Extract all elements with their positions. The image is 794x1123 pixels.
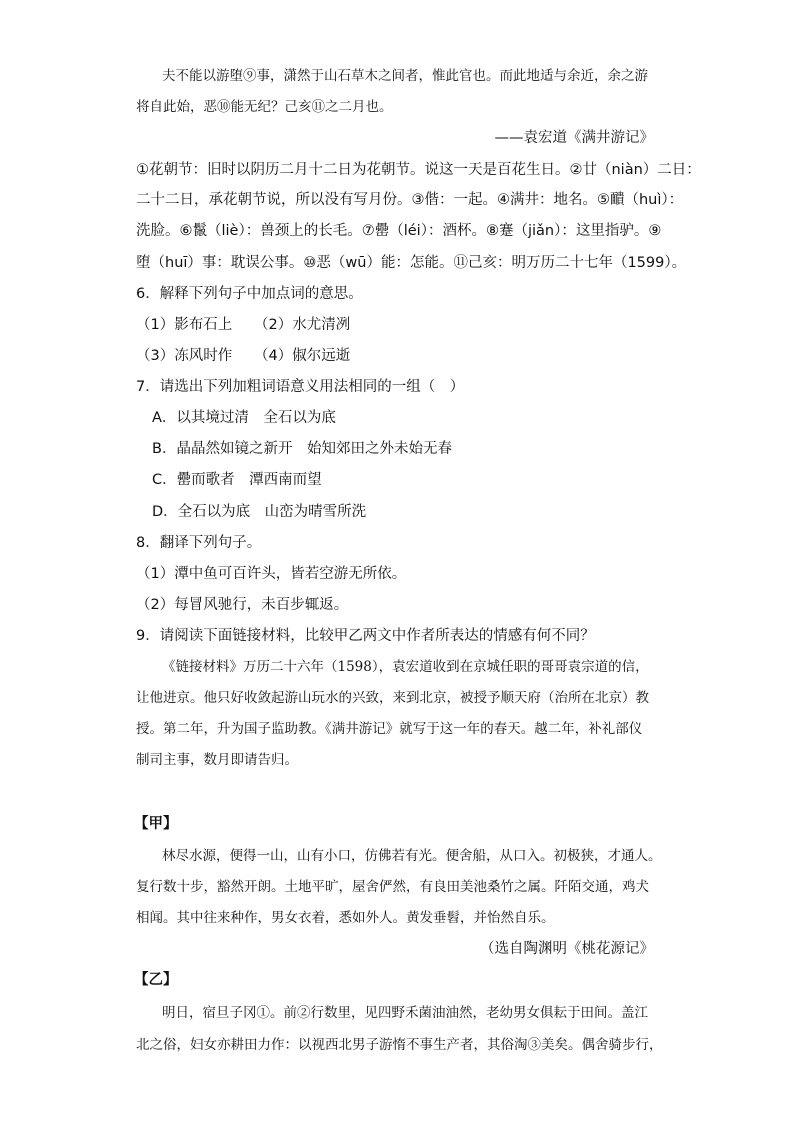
yi-line-1: 明日，宿旦子冈①。前②行数里，见四野禾菌油油然，老幼男女俱耘于田间。盖江 [162, 1005, 648, 1021]
jia-line-1: 林尽水源，便得一山，山有小口，仿佛若有光。便舍船，从口入。初极狭，才通人。 [162, 848, 662, 864]
question-7-option-a: A．以其境过清 全石以为底 [152, 410, 336, 426]
jia-source: （选自陶渊明《桃花源记》 [480, 941, 654, 957]
question-6-row-1: （1）影布石上 （2）水尤清冽 [136, 317, 351, 333]
question-8-sentence-2: （2）每冒风驰行，未百步辄返。 [136, 597, 349, 613]
section-jia-heading: 【甲】 [134, 816, 178, 832]
question-9-title: 9．请阅读下面链接材料，比较甲乙两文中作者所表达的情感有何不同？ [136, 628, 595, 644]
passage-line-2: 将自此始，恶⑩能无纪？己亥⑪之二月也。 [136, 99, 393, 115]
link-material-line-3: 授。第二年，升为国子监助教。《满井游记》就写于这一年的春天。越二年，补礼部仪 [136, 721, 643, 737]
jia-line-3: 相闻。其中往来种作，男女衣着，悉如外人。黄发垂髫，并怡然自乐。 [136, 910, 555, 926]
jia-line-2: 复行数十步，豁然开朗。土地平旷，屋舍俨然，有良田美池桑竹之属。阡陌交通，鸡犬 [136, 879, 649, 895]
link-material-line-2: 让他进京。他只好收敛起游山玩水的兴致，来到北京，被授予顺天府（治所在北京）教 [136, 690, 649, 706]
passage-line-1: 夫不能以游堕⑨事，潇然于山石草木之间者，惟此官也。而此地适与余近，余之游 [162, 68, 648, 84]
question-8-title: 8．翻译下列句子。 [136, 535, 262, 551]
question-7-option-b: B．晶晶然如镜之新开 始知郊田之外未始无春 [152, 441, 452, 457]
link-material-line-4: 制司主事，数月即请告归。 [136, 752, 298, 768]
section-yi-heading: 【乙】 [134, 972, 178, 988]
question-6-row-2: （3）冻风时作 （4）俶尔远逝 [136, 348, 351, 364]
question-7-option-c: C．罍而歌者 潭西南而望 [152, 472, 322, 488]
question-8-sentence-1: （1）潭中鱼可百许头，皆若空游无所依。 [136, 566, 407, 582]
notes-line-4: 堕（huī）事：耽误公事。⑩恶（wū）能：怎能。⑪己亥：明万历二十七年（1599）。 [136, 255, 687, 271]
notes-line-1: ①花朝节：旧时以阴历二月十二日为花朝节。说这一天是百花生日。②廿（niàn）二日： [136, 162, 701, 178]
question-7-title: 7．请选出下列加粗词语意义用法相同的一组（ ） [136, 379, 465, 395]
link-material-line-1: 《链接材料》万历二十六年（1598），袁宏道收到在京城任职的哥哥袁宗道的信， [162, 659, 649, 675]
notes-line-2: 二十二日，承花朝节说，所以没有写月份。③偕：一起。④满井：地名。⑤靧（huì）： [136, 192, 684, 208]
passage-source: ——袁宏道《满井游记》 [494, 130, 654, 146]
yi-line-2: 北之俗，妇女亦耕田力作：以视西北男子游惰不事生产者，其俗淘③美矣。偶舍骑步行， [136, 1037, 663, 1053]
question-7-option-d: D．全石以为底 山峦为晴雪所洗 [152, 504, 367, 520]
notes-line-3: 洗脸。⑥鬣（liè）：兽颈上的长毛。⑦罍（léi）：酒杯。⑧蹇（jiǎn）：这里指驴。⑨ [136, 223, 662, 239]
question-6-title: 6．解释下列句子中加点词的意思。 [136, 286, 363, 302]
